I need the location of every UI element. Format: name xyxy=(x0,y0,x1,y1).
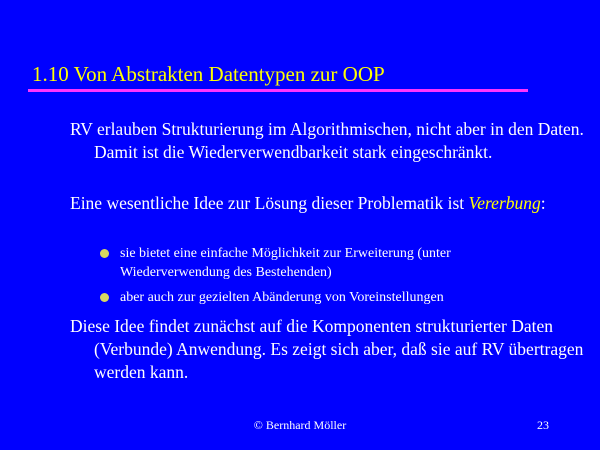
bullet-dot-icon xyxy=(100,293,109,302)
paragraph-inheritance-suffix: : xyxy=(540,193,546,213)
title-underline xyxy=(28,89,528,92)
bullet-text: aber auch zur gezielten Abänderung von Voreinstellungen xyxy=(120,290,444,305)
bullet-dot-icon xyxy=(100,249,109,258)
slide-title: 1.10 Von Abstrakten Datentypen zur OOP xyxy=(32,62,385,86)
bullet-text: sie bietet eine einfache Möglichkeit zur Erweiterung (unter Wiederverwendung des Bestehenden) xyxy=(120,246,451,280)
footer-page-number: 23 xyxy=(537,418,549,432)
paragraph-rv-structuring: RV erlauben Strukturierung im Algorithmischen, nicht aber in den Daten. Damit ist die Wiederverwendbarkeit stark eingeschränkt. xyxy=(70,119,584,162)
term-vererbung: Vererbung xyxy=(468,193,541,213)
paragraph-inheritance-idea xyxy=(70,192,599,215)
paragraph-inheritance-prefix: Eine wesentliche Idee zur Lösung dieser Problematik ist xyxy=(70,193,469,213)
paragraph-application: Diese Idee findet zunächst auf die Komponenten strukturierter Daten (Verbunde) Anwendung. Es zeigt sich aber, daß sie auf RV übertragen werden kann. xyxy=(70,316,584,382)
footer-author: © Bernhard Möller xyxy=(253,418,347,432)
